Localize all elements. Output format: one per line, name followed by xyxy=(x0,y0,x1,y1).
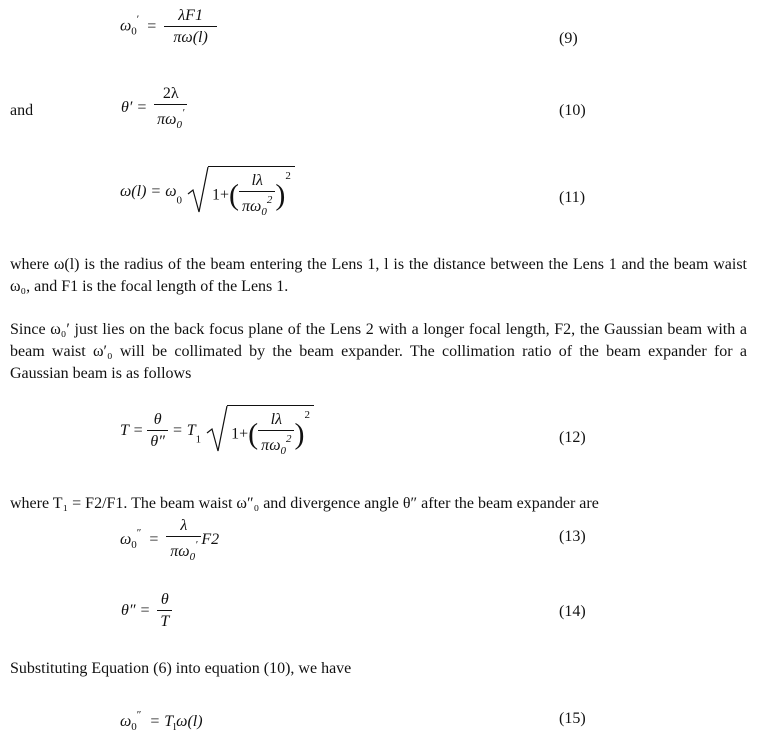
eq12-den-sub: 0 xyxy=(280,444,286,457)
eq11-number: (11) xyxy=(559,189,586,206)
eq12-radicand xyxy=(227,405,314,457)
equation-11 xyxy=(120,166,295,218)
eq12-den-sup: 2 xyxy=(285,432,292,445)
eq12-mid: = T xyxy=(171,421,196,439)
eq9-subscript: 0 xyxy=(131,25,137,38)
eq9-fraction xyxy=(164,8,217,46)
eq12-den-main: πω xyxy=(261,436,281,454)
eq11-power: 2 xyxy=(285,170,291,182)
eq12-lhs: T = xyxy=(120,421,144,439)
eq11-lhs: ω(l) = ω xyxy=(120,182,177,200)
eq12-mid-sub: 1 xyxy=(195,433,202,446)
eq13-lhs-prime: ″ xyxy=(136,527,142,540)
eq13-tail: F2 xyxy=(201,531,220,549)
eq13-den-main: πω xyxy=(170,543,190,560)
eq13-omega: ω xyxy=(120,531,132,549)
eq13-denominator xyxy=(166,537,201,563)
equation-14 xyxy=(121,592,172,630)
paragraph-2: Since ω₀′ just lies on the back focus plane of the Lens 2 with a longer focal length, F2, the Gaussian beam with a beam waist ω′₀ will be collimated by the beam expander. The collimation ratio of the beam expander for a Gaussian beam is as follows xyxy=(10,321,747,382)
and-word: and xyxy=(10,102,34,119)
equation-12 xyxy=(120,405,314,457)
eq13-equals: = xyxy=(149,531,159,549)
eq11-denominator xyxy=(239,192,275,218)
eq14-lhs: θ″ = xyxy=(121,601,151,619)
eq15-omega: ω xyxy=(120,713,132,730)
eq13-number: (13) xyxy=(559,528,586,545)
eq15-rhs-sub: l xyxy=(173,721,177,733)
eq11-den-main: πω xyxy=(242,197,262,215)
eq14-fraction xyxy=(157,592,172,630)
equation-10 xyxy=(121,86,187,131)
eq15-rhs: = T xyxy=(149,713,174,730)
eq11-lhs-sub: 0 xyxy=(176,194,182,207)
eq12-number: (12) xyxy=(559,429,586,446)
eq13-den-prime: ′ xyxy=(195,539,198,551)
eq11-den-sub: 0 xyxy=(261,205,267,218)
eq13-lhs-sub: 0 xyxy=(131,539,137,552)
eq12-one-plus: 1+ xyxy=(231,425,249,443)
eq11-fraction xyxy=(239,173,275,218)
paragraph-3: where T₁ = F2/F1. The beam waist ω″₀ and divergence angle θ″ after the beam expander are xyxy=(10,495,599,512)
eq14-denominator: T xyxy=(160,613,170,630)
eq10-fraction xyxy=(154,86,187,131)
eq12-numerator: lλ xyxy=(258,412,294,431)
eq13-fraction xyxy=(166,518,201,563)
eq11-sqrt xyxy=(186,166,295,218)
eq10-denominator xyxy=(154,105,187,131)
eq15-number: (15) xyxy=(559,710,586,727)
eq10-numerator: 2λ xyxy=(154,86,187,105)
eq14-number: (14) xyxy=(559,603,586,620)
eq14-numerator: θ xyxy=(157,592,172,611)
eq10-number: (10) xyxy=(559,102,586,119)
equation-9 xyxy=(120,8,217,46)
eq12-rparen: ) xyxy=(294,417,305,451)
eq10-den-prime: ′ xyxy=(181,107,185,119)
eq13-numerator: λ xyxy=(166,518,201,537)
eq12-sqrt xyxy=(205,405,314,457)
equation-15 xyxy=(120,710,203,733)
equation-13 xyxy=(120,518,219,563)
eq15-lhs-sub: 0 xyxy=(131,721,137,733)
eq11-rparen: ) xyxy=(275,178,286,212)
eq9-numerator: λF1 xyxy=(164,8,217,27)
eq10-den-main: πω xyxy=(157,111,177,128)
eq11-den-sup: 2 xyxy=(266,193,273,206)
eq12-power: 2 xyxy=(304,409,310,421)
eq12-den1: θ″ xyxy=(150,432,165,450)
eq12-fraction-2 xyxy=(258,412,294,457)
eq12-lparen: ( xyxy=(248,417,259,451)
eq15-lhs-prime: ″ xyxy=(136,709,142,721)
eq12-denominator xyxy=(258,431,294,457)
eq11-lparen: ( xyxy=(229,178,240,212)
eq13-den-sub: 0 xyxy=(189,551,196,563)
eq9-omega: ω xyxy=(120,17,132,35)
eq9-equals: = xyxy=(147,17,157,35)
eq11-radical-sign xyxy=(186,166,210,216)
eq11-one-plus: 1+ xyxy=(212,186,230,204)
eq12-radical-sign xyxy=(205,405,229,455)
eq9-number: (9) xyxy=(559,30,578,47)
eq10-lhs: θ′ = xyxy=(121,99,148,117)
eq12-fraction-1 xyxy=(147,412,168,450)
paragraph-1: where ω(l) is the radius of the beam entering the Lens 1, l is the distance between the Lens 1 and the beam waist ω₀, and F1 is the focal length of the Lens 1. xyxy=(10,256,747,295)
eq10-den-sub: 0 xyxy=(176,119,182,131)
eq9-prime: ′ xyxy=(136,13,140,26)
eq11-radicand xyxy=(208,166,295,218)
eq11-numerator: lλ xyxy=(239,173,275,192)
paragraph-4: Substituting Equation (6) into equation (10), we have xyxy=(10,660,352,677)
eq12-num1: θ xyxy=(147,412,168,431)
eq15-rhs-tail: ω(l) xyxy=(176,713,203,730)
eq9-denominator: πω(l) xyxy=(173,29,208,46)
